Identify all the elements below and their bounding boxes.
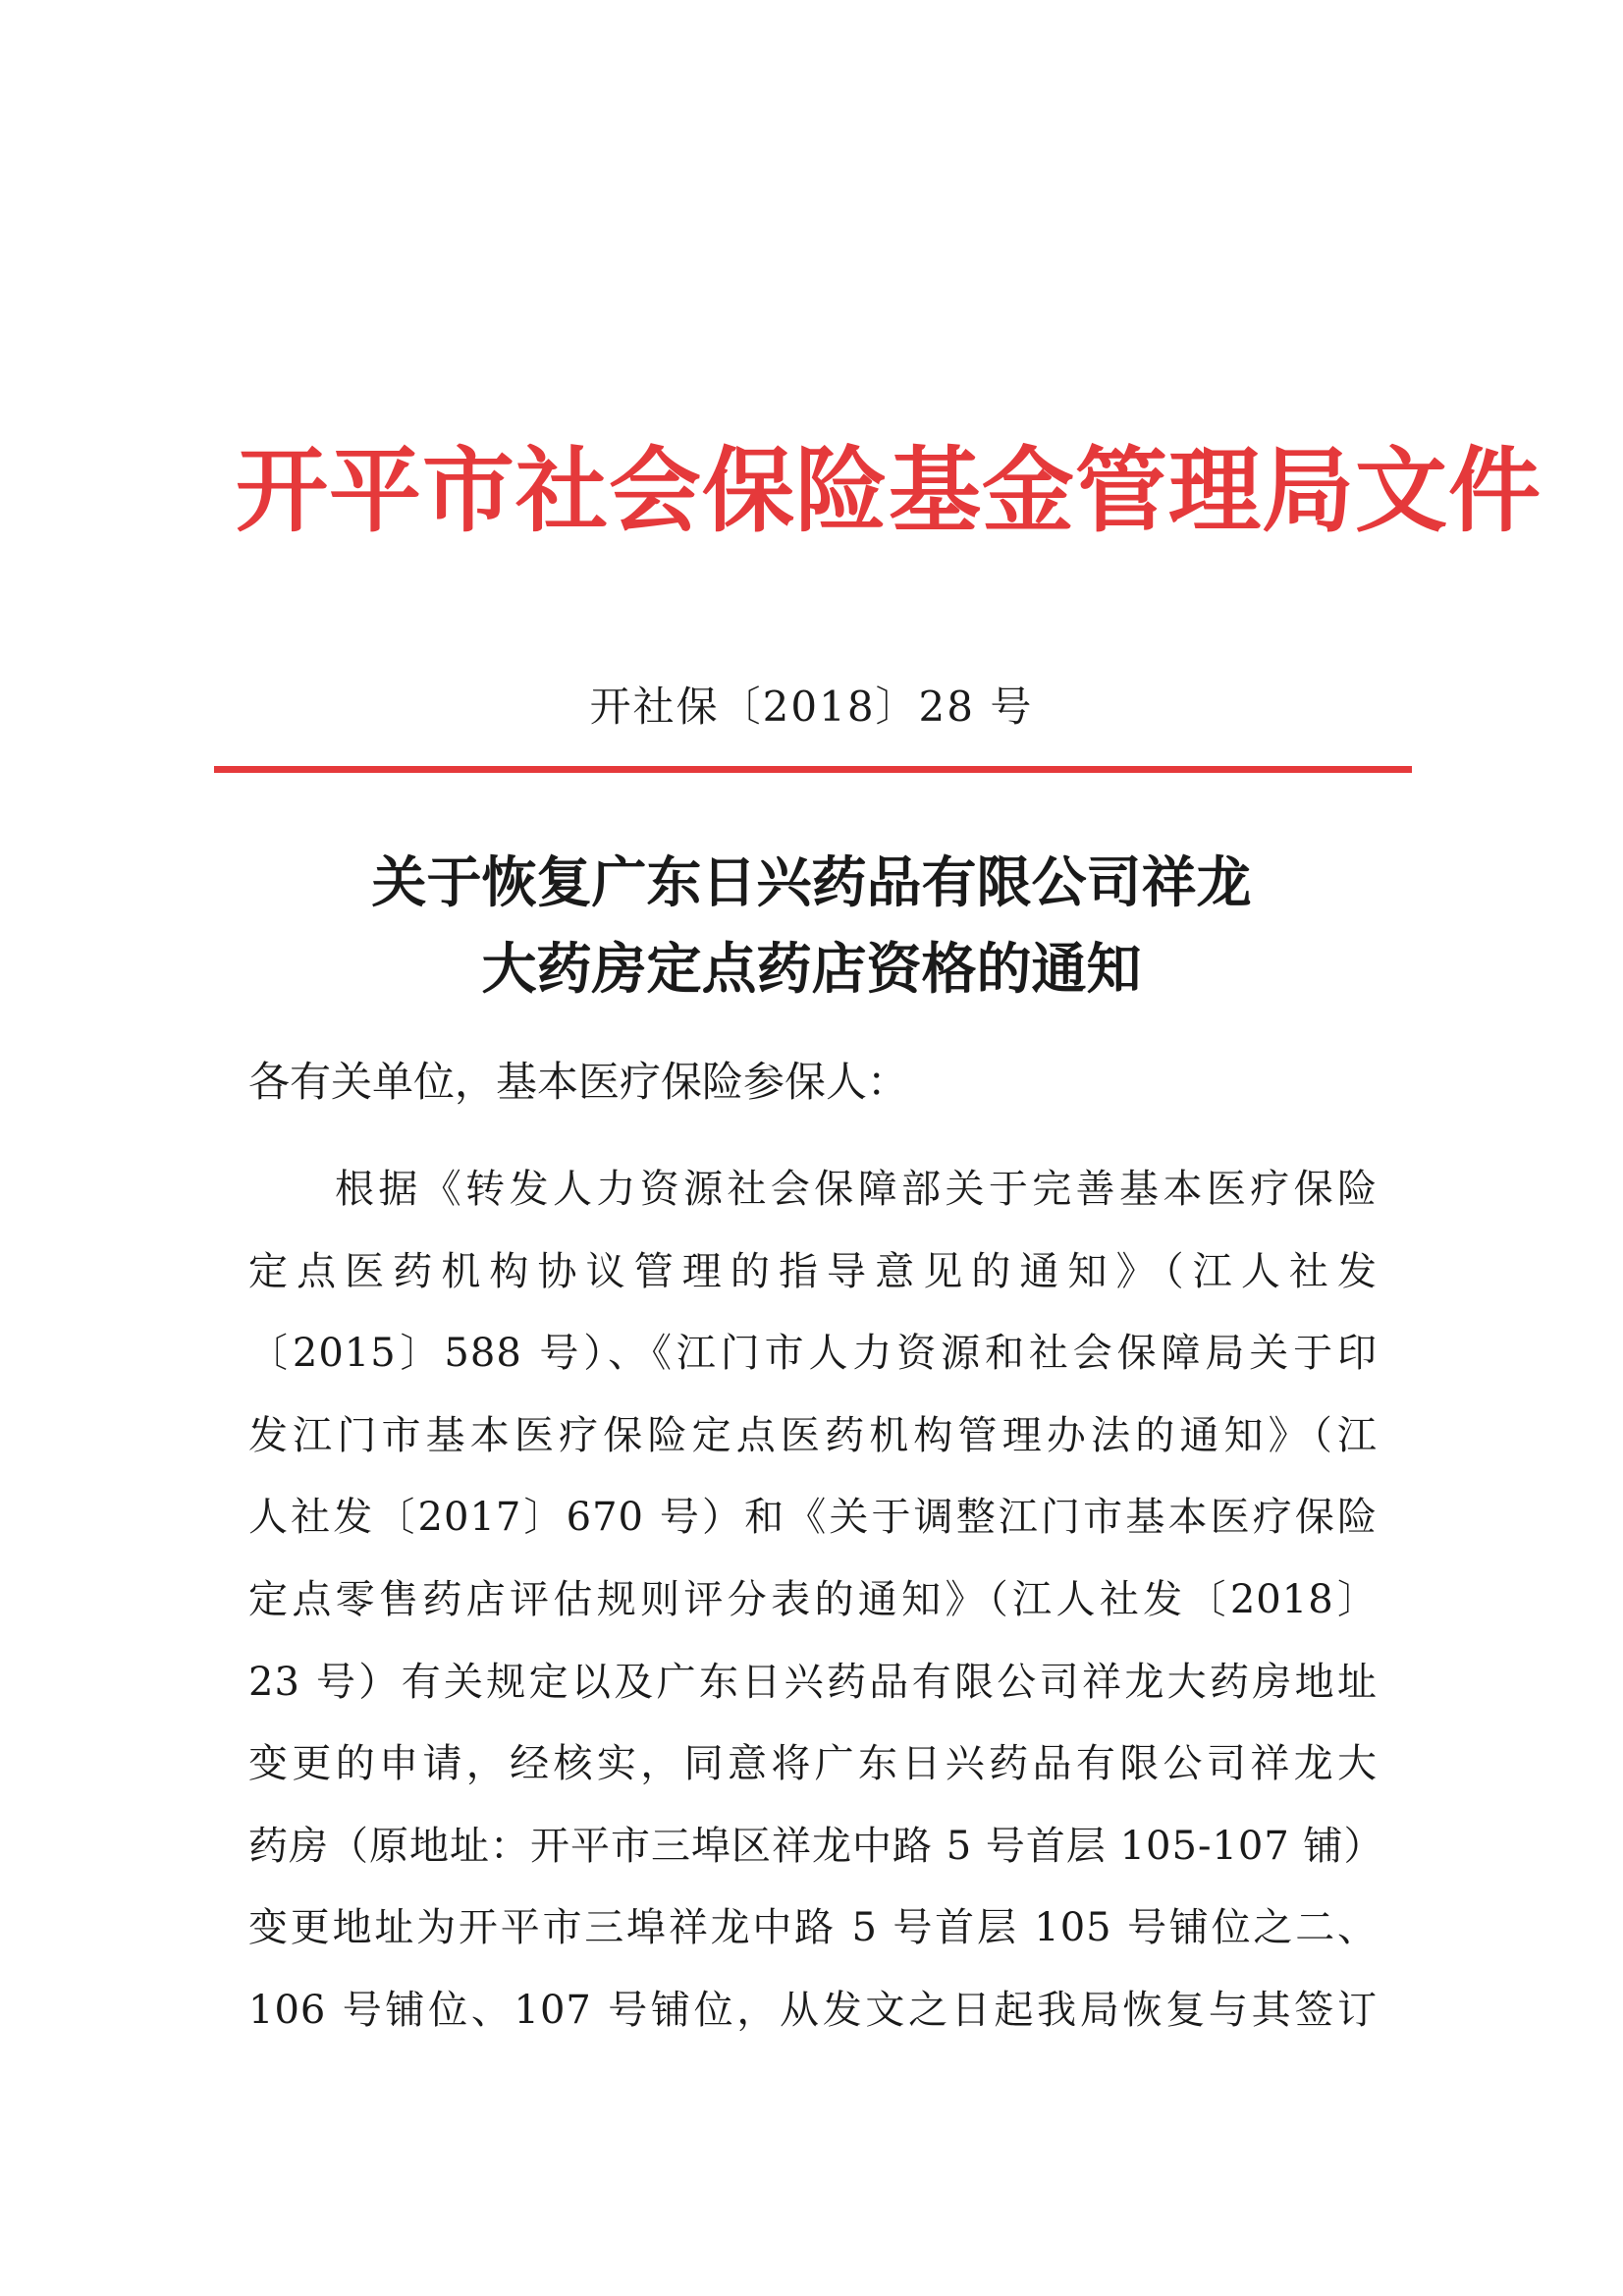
document-number: 开社保〔2018〕28 号: [589, 683, 1034, 731]
body-line: 定点零售药店评估规则评分表的通知》（江人社发〔2018〕: [248, 1576, 1378, 1622]
body-paragraph: [248, 1149, 1384, 2052]
body-line: 定点医药机构协议管理的指导意见的通知》（江人社发: [248, 1248, 1378, 1294]
document-masthead: 开平市社会保险基金管理局文件: [236, 437, 1542, 545]
body-line: 药房（原地址：开平市三埠区祥龙中路 5 号首层 105-107 铺）: [248, 1823, 1384, 1869]
body-line: 根据《转发人力资源社会保障部关于完善基本医疗保险: [335, 1167, 1378, 1212]
notice-title-line-2: 大药房定点药店资格的通知: [481, 937, 1142, 1002]
notice-title: [196, 840, 1427, 1012]
body-line: 〔2015〕588 号）、《江门市人力资源和社会保障局关于印: [248, 1331, 1378, 1377]
body-line: 变更的申请，经核实，同意将广东日兴药品有限公司祥龙大: [248, 1741, 1378, 1787]
body-line: 人社发〔2017〕670 号）和《关于调整江门市基本医疗保险: [248, 1495, 1378, 1541]
body-line: 发江门市基本医疗保险定点医药机构管理办法的通知》（江: [248, 1412, 1378, 1458]
notice-title-line-1: 关于恢复广东日兴药品有限公司祥龙: [371, 850, 1252, 915]
body-line: 23 号）有关规定以及广东日兴药品有限公司祥龙大药房地址: [248, 1659, 1378, 1705]
body-line: 变更地址为开平市三埠祥龙中路 5 号首层 105 号铺位之二、: [248, 1905, 1378, 1951]
salutation: 各有关单位，基本医疗保险参保人：: [248, 1058, 909, 1106]
red-divider-line: [214, 766, 1412, 773]
body-line: 106 号铺位、107 号铺位，从发文之日起我局恢复与其签订: [248, 1987, 1378, 2033]
